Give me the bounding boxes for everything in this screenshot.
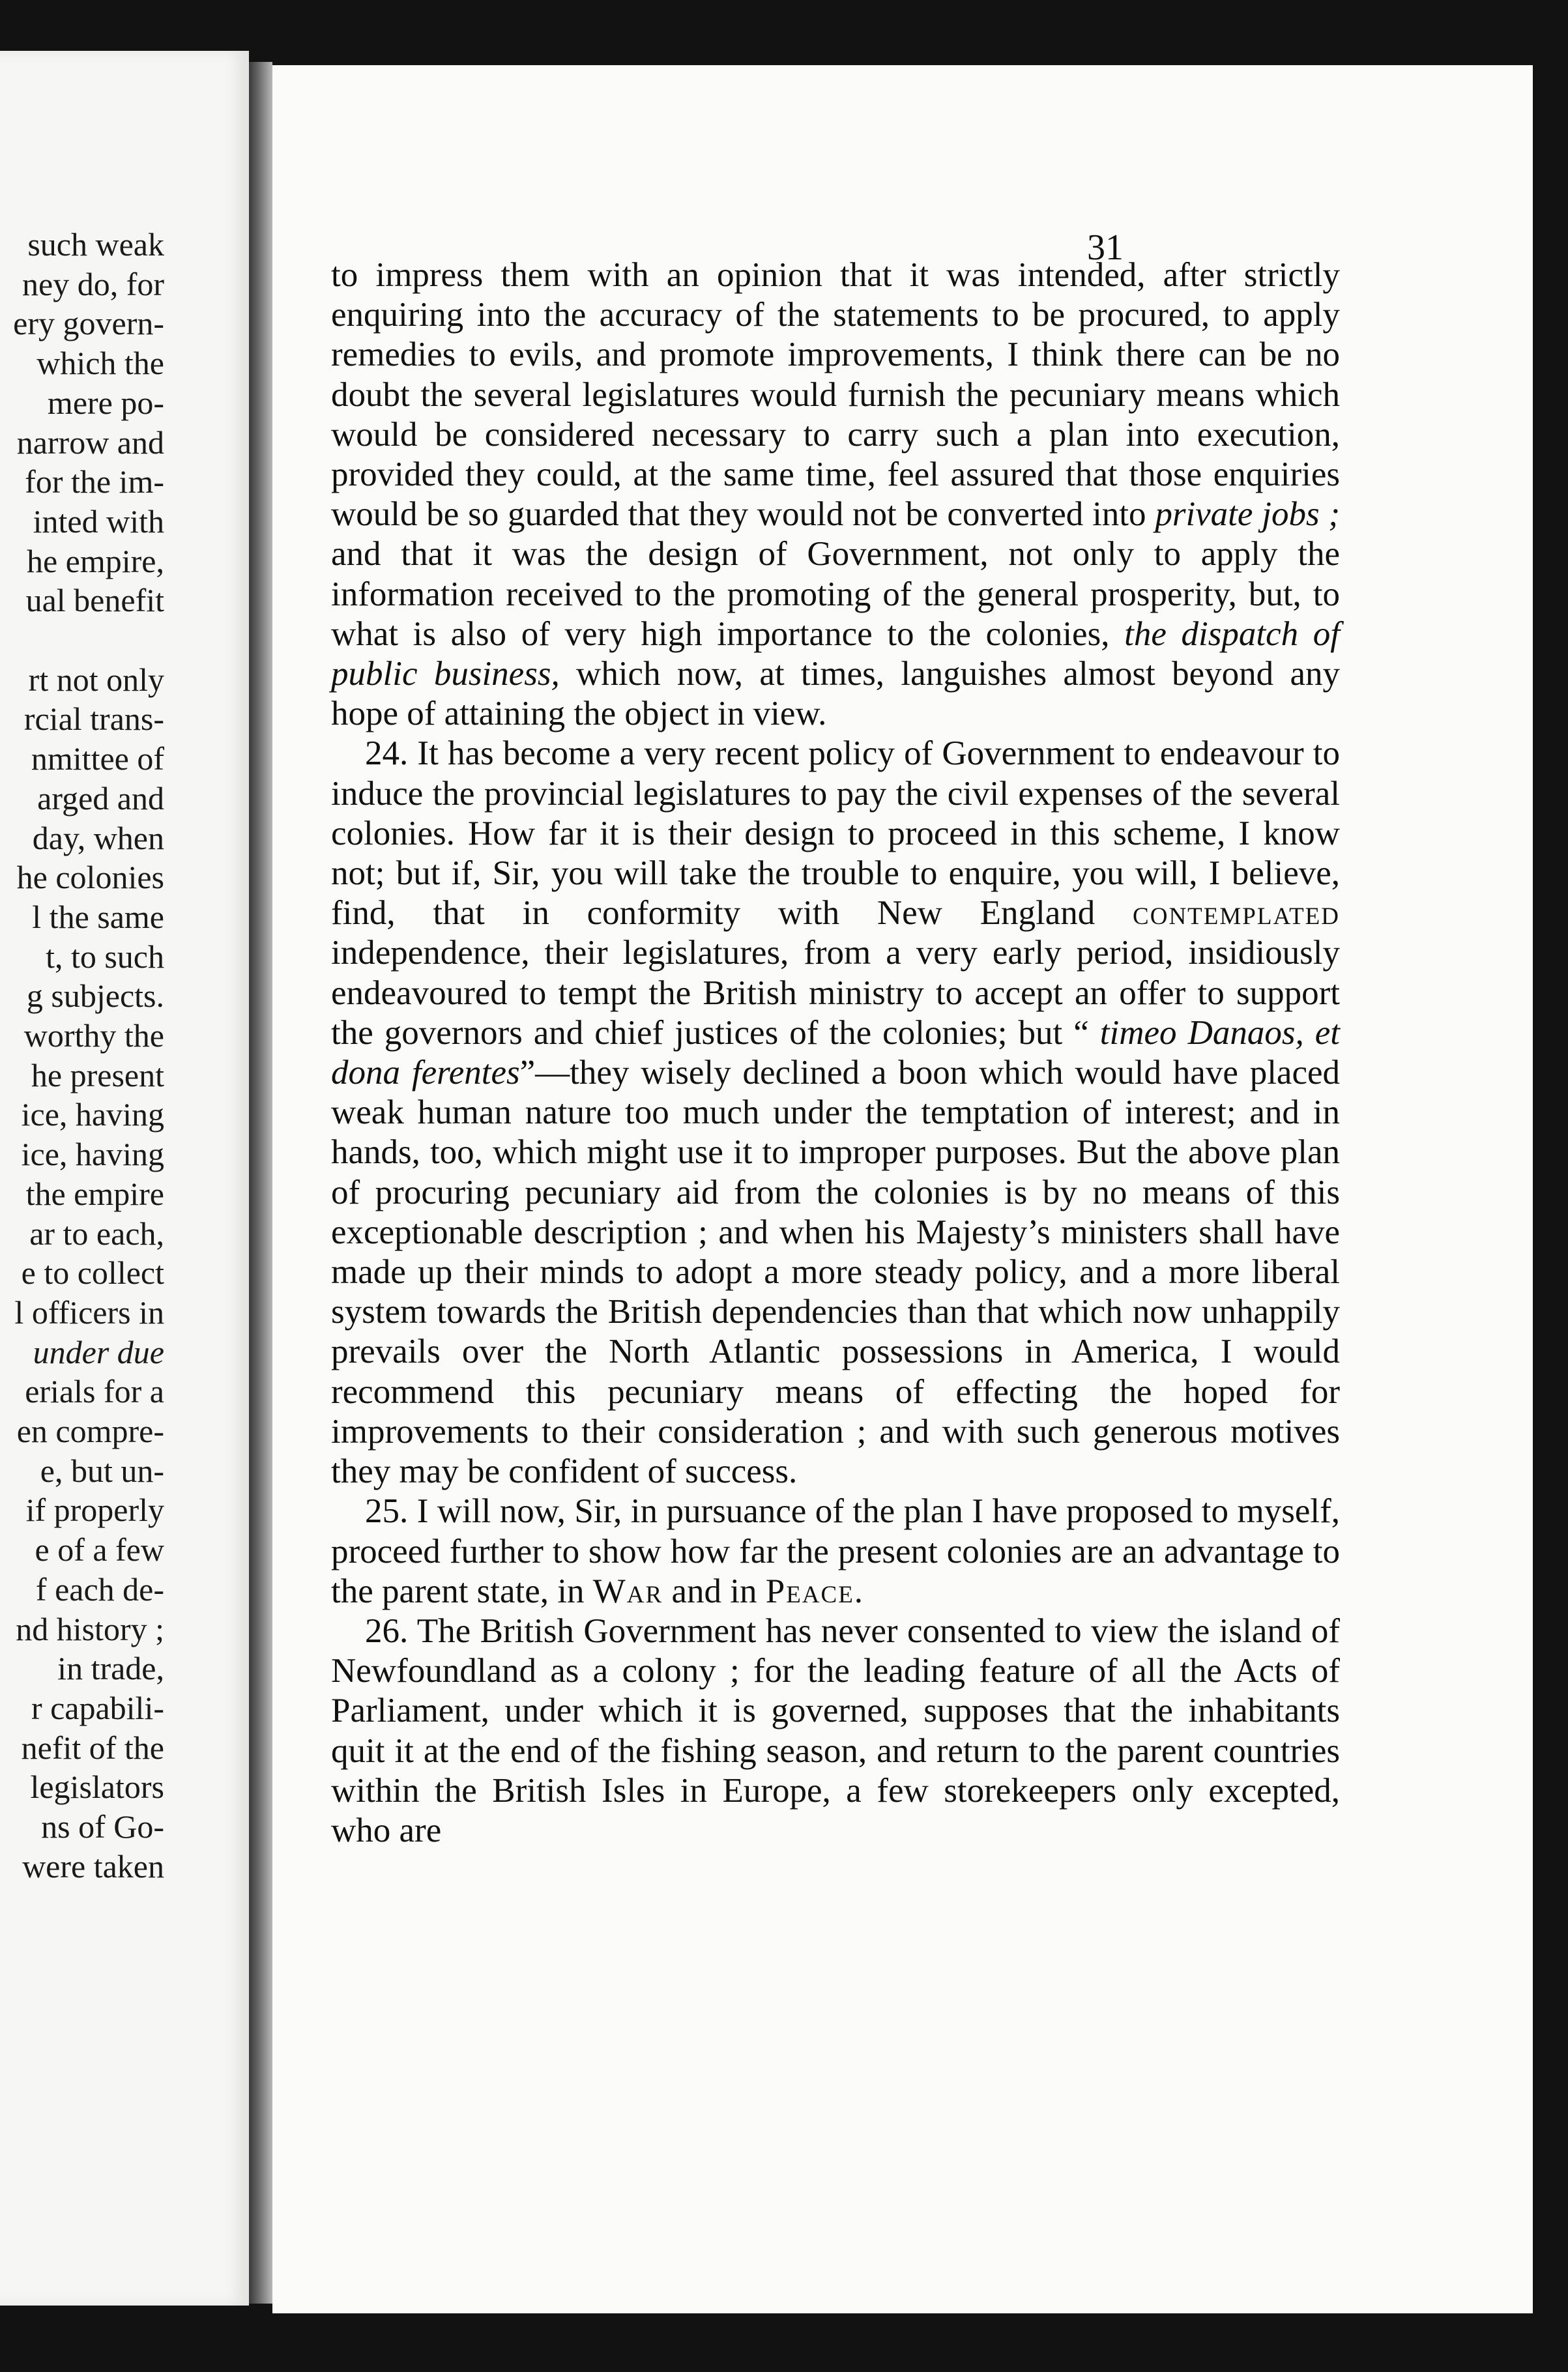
left-page-line: nmittee of [31, 740, 164, 777]
left-page-line: rcial trans- [23, 701, 164, 738]
italic-phrase: the dispatch of public business, [331, 615, 1340, 693]
text-run: and in [663, 1572, 766, 1610]
paragraph-number: 26. [365, 1612, 409, 1650]
text-run: to impress them with an opinion that it was intended, after strictly enquiring into the accuracy of the statements to be procured, to apply remedies to evils, and promote improvements, I think there can be no doubt the several legislatures would furnish the pecuniary means which would be considered necessary to carry such a plan into execution, provided they could, at the same time, feel assured that those enquiries would be so guarded that they would not be converted into [331, 256, 1340, 534]
paragraph-number: 25. [365, 1492, 409, 1531]
left-page-line: r capabili- [31, 1689, 164, 1726]
italic-phrase: private jobs ; [1155, 495, 1340, 534]
left-page-line: he empire, [26, 542, 164, 579]
left-page-line: ice, having [21, 1136, 164, 1173]
book-gutter [249, 62, 272, 2304]
left-page-line: ns of Go- [41, 1808, 164, 1845]
paragraph-26 [331, 1612, 1340, 1851]
left-page-line: ney do, for [22, 265, 164, 302]
left-page-line: ice, having [21, 1096, 164, 1133]
text-run: and that it was the design of Government, not only to apply the information received to the promoting of the general prosperity, but, to what is also of very high importance to the colonies, [331, 535, 1340, 653]
left-page-line: rt not only [28, 661, 164, 698]
left-page-line: for the im- [25, 463, 164, 500]
left-page-line: worthy the [23, 1017, 164, 1054]
left-page-line: inted with [33, 502, 164, 540]
text-run: which now, at times, languishes almost beyond any hope of attaining the object in view. [331, 655, 1340, 733]
text-run: independence, their legislatures, from a very early period, insidiously endeavoured to tempt the British ministry to accept an offer to support the governors and chief justices of the colonies; but “ [331, 934, 1340, 1052]
left-page-line: en compre- [16, 1413, 164, 1449]
left-page-line: f each de- [35, 1570, 164, 1608]
small-caps-peace: Peace [765, 1572, 854, 1610]
left-page-line: he colonies [16, 859, 164, 896]
left-page-line: ery govern- [13, 305, 164, 342]
left-page-line: if properly [25, 1492, 164, 1529]
text-run: . [854, 1572, 864, 1610]
left-page-line: under due [33, 1333, 164, 1370]
left-page-line: such weak [27, 226, 164, 263]
small-caps-word: contemplated [1133, 894, 1340, 933]
left-page-line: in trade, [57, 1650, 164, 1687]
left-page-line: were taken [22, 1847, 164, 1885]
left-page-line: mere po- [47, 384, 164, 421]
text-run: The British Government has never consented to view the island of Newfoundland as a colony ; for the leading feature of all the Acts of Parliament, under which it is governed, supposes that the inhabitants quit it at the end of the fishing season, and return to the parent countries within the British Isles in Europe, a few storekeepers only excepted, who are [331, 1612, 1340, 1849]
left-page-line: arged and [37, 779, 164, 817]
paragraph-number: 24. [365, 734, 409, 773]
page-number: 31 [1087, 227, 1124, 268]
left-page-line: nefit of the [21, 1729, 164, 1766]
paragraph-25 [331, 1492, 1340, 1612]
left-page-line: t, to such [46, 938, 164, 975]
left-page-line: g subjects. [26, 977, 164, 1015]
text-run: It has become a very recent policy of Government to endeavour to induce the provincial legislatures to pay the civil expenses of the several colonies. How far it is their design to proceed in this scheme, I know not; but if, Sir, you will take the trouble to enquire, you will, I believe, find, that in conformity with New England [331, 734, 1340, 933]
text-run: ”—they wisely declined a boon which would have placed weak human nature too much under the temptation of interest; and in hands, too, which might use it to improper purposes. But the above plan of procuring pecuniary aid from the colonies is by no means of this exceptionable description ; and when his Majesty’s ministers shall have made up their minds to adopt a more steady policy, and a more liberal system towards the British dependencies than that which now unhappily prevails over the North Atlantic possessions in America, I would recommend this pecuniary means of effecting the hoped for improvements to their consideration ; and with such generous motives they may be confident of success. [331, 1054, 1340, 1491]
left-page-line: l officers in [14, 1294, 164, 1331]
left-page-line: nd history ; [16, 1610, 164, 1647]
left-page-line: legislators [30, 1769, 164, 1806]
left-page-line: ar to each, [29, 1215, 164, 1252]
small-caps-war: War [592, 1572, 663, 1610]
paragraph-continued [331, 255, 1340, 734]
left-page-line: l the same [32, 898, 164, 935]
body-text [331, 255, 1340, 1851]
left-page-line: erials for a [25, 1373, 164, 1410]
left-page-line: e of a few [35, 1531, 164, 1569]
left-page-line: e, but un- [40, 1452, 164, 1489]
paragraph-24 [331, 734, 1340, 1492]
left-page-line: he present [31, 1056, 164, 1093]
left-page-line: e to collect [21, 1254, 164, 1292]
left-page-line: which the [36, 345, 164, 382]
left-page-line: ual benefit [25, 582, 164, 619]
left-page-line: day, when [32, 819, 164, 856]
left-page [0, 51, 249, 2306]
left-page-line: the empire [25, 1175, 164, 1212]
latin-quote: timeo Danaos, et dona ferentes [331, 1013, 1340, 1092]
left-page-line: narrow and [16, 424, 164, 461]
text-run: I will now, Sir, in pursuance of the plan I have proposed to myself, proceed further to show how far the present colonies are an advantage to the parent state, in [331, 1492, 1340, 1610]
